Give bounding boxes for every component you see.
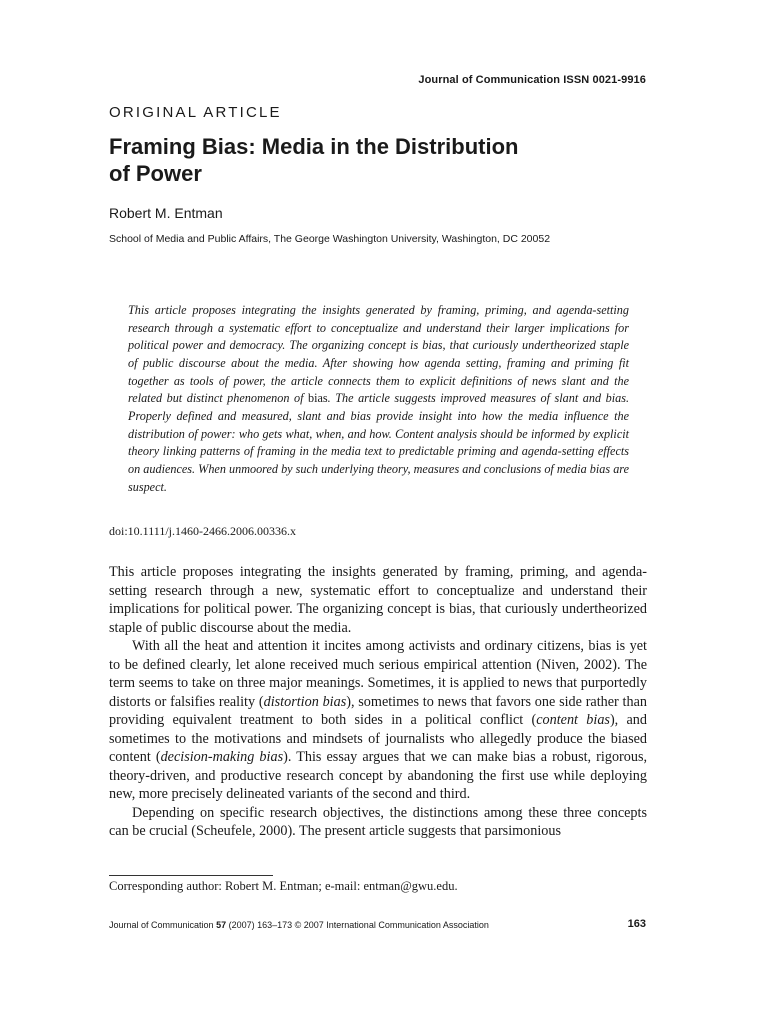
- author-name: Robert M. Entman: [109, 205, 223, 221]
- article-type-label: ORIGINAL ARTICLE: [109, 104, 282, 121]
- p2-text-b: ), sometimes to news that favors one side rather than providing equivalent treatment to both sides in a political conflict (: [109, 693, 647, 728]
- term-distortion-bias: distortion bias: [263, 693, 347, 710]
- p2-text-d: ). This essay argues that we can make bias a robust, rigorous, theory-driven, and productive research concept by abandoning the first use while deploying new, more precisely delineated variants of the second and third.: [109, 749, 648, 802]
- body-paragraph-1: This article proposes integrating the insights generated by framing, priming, and agenda-setting research through a new, systematic effort to conceptualize and understand their implications for political power. The organizing concept is bias, that curiously undertheorized staple of public discourse about the media.: [109, 564, 647, 636]
- article-body: [109, 563, 647, 841]
- abstract-upright-word: bias: [308, 391, 328, 406]
- abstract-part-2: . The article suggests improved measures of slant and bias. Properly defined and measured, slant and bias provide insight into how the media influence the distribution of power: who gets what, when, and how. Content analysis should be informed by explicit theory linking patterns of framing in the media text to predictable priming and agenda-setting effects on audiences. When unmoored by such underlying theory, measures and conclusions of media bias are suspect.: [128, 391, 629, 494]
- author-affiliation: School of Media and Public Affairs, The George Washington University, Washington, DC 20052: [109, 233, 551, 245]
- footnote-divider: [109, 875, 273, 876]
- article-title: [109, 133, 649, 187]
- abstract-part-1: This article proposes integrating the insights generated by framing, priming, and agenda-setting research through a systematic effort to conceptualize and understand their larger implications for political power and democracy. The organizing concept is bias, that curiously undertheorized staple of public discourse about the media. After showing how agenda setting, framing and priming fit together as tools of power, the article connects them to explicit definitions of news slant and the related but distinct phenomenon of: [128, 303, 629, 406]
- p2-text-a: With all the heat and attention it incites among activists and ordinary citizens, bias is yet to be defined clearly, let alone received much serious empirical attention (Niven, 2002). The term seems to take on three major meanings. Sometimes, it is applied to news that purportedly distorts or falsifies reality (: [109, 638, 647, 710]
- p2-text-c: ), and sometimes to the motivations and mindsets of journalists who allegedly produce the biased content (: [109, 712, 647, 765]
- abstract: [128, 302, 629, 496]
- footer-citation: (2007) 163–173 © 2007 International Communication Association: [226, 920, 489, 930]
- corresponding-author-footnote: Corresponding author: Robert M. Entman; e-mail: entman@gwu.edu.: [109, 879, 458, 893]
- term-decision-making-bias: decision-making bias: [160, 749, 284, 765]
- page-footer: [109, 920, 489, 930]
- term-content-bias: content bias: [536, 712, 610, 728]
- journal-issn-header: Journal of Communication ISSN 0021-9916: [418, 74, 646, 86]
- footer-journal: Journal of Communication: [109, 920, 217, 930]
- title-line-1: Framing Bias: Media in the Distribution: [109, 134, 519, 159]
- footer-volume: 57: [216, 920, 227, 930]
- body-paragraph-3: Depending on specific research objectives, the distinctions among these three concepts can be crucial (Scheufele, 2000). The present article suggests that parsimonious: [109, 804, 647, 839]
- title-line-2: of Power: [109, 161, 202, 186]
- doi-link[interactable]: doi:10.1111/j.1460-2466.2006.00336.x: [109, 524, 296, 538]
- body-paragraph-2: [109, 637, 647, 804]
- page-number: 163: [627, 918, 646, 930]
